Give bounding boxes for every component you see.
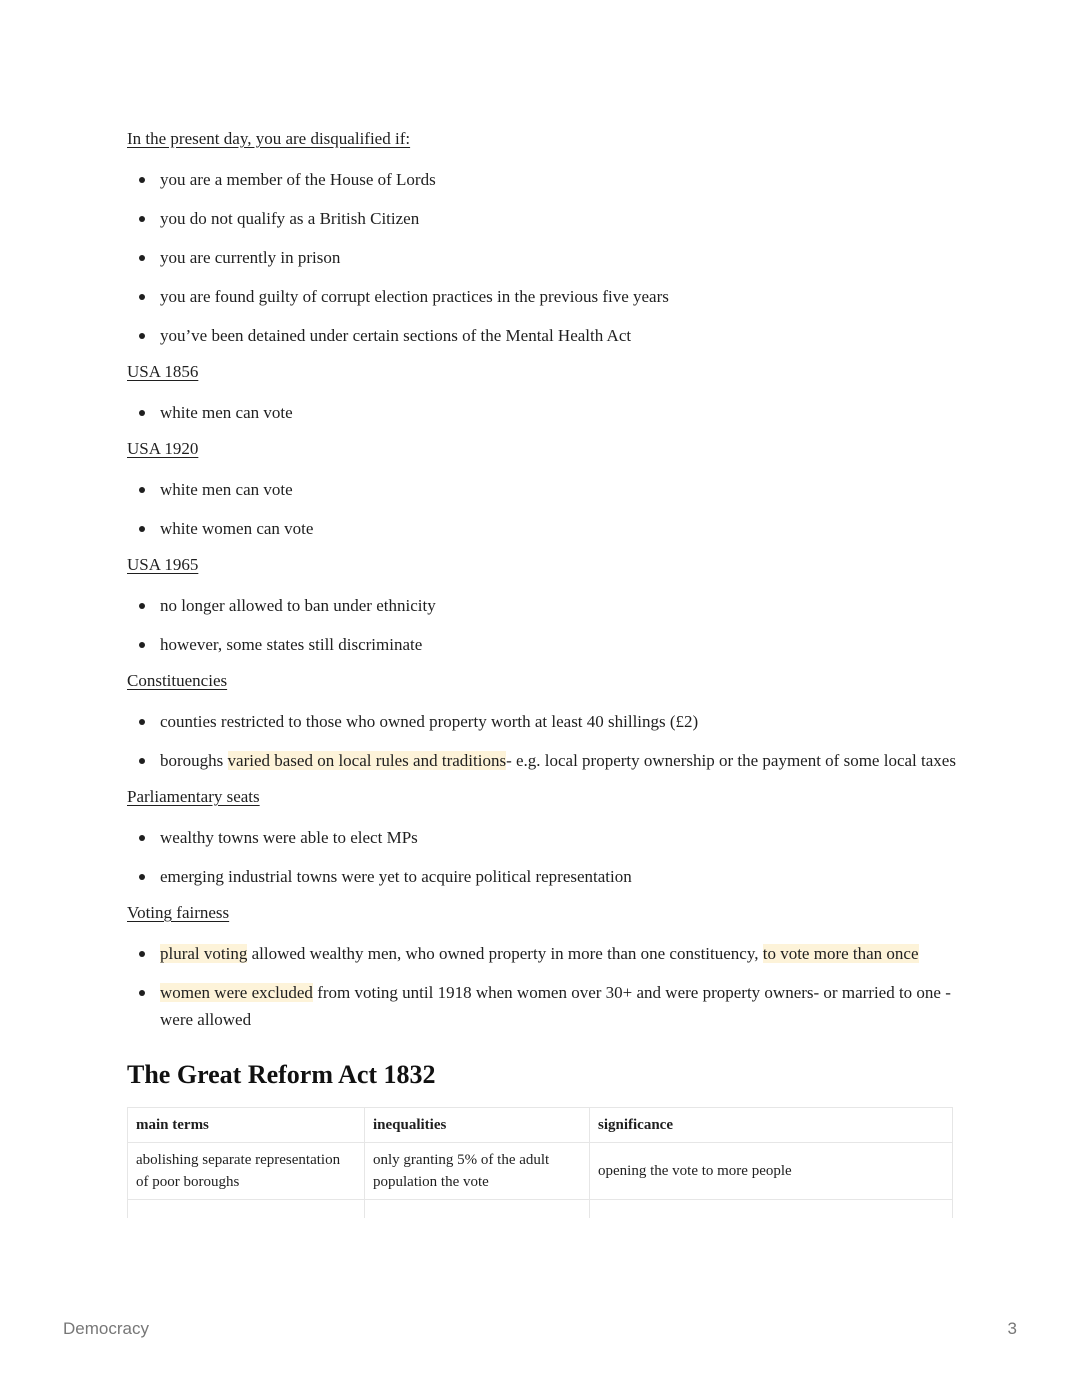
table-cell: only granting 5% of the adult population the vote bbox=[365, 1143, 590, 1200]
list-item: you are found guilty of corrupt election practices in the previous five years bbox=[160, 283, 957, 310]
list-item: white men can vote bbox=[160, 476, 957, 503]
list-item: emerging industrial towns were yet to acquire political representation bbox=[160, 863, 957, 890]
item-text: from voting until 1918 when women over 30+ and were property owners- or married to one -were allowed bbox=[160, 983, 951, 1029]
highlighted-text: to vote more than once bbox=[762, 944, 919, 963]
list-item: you do not qualify as a British Citizen bbox=[160, 205, 957, 232]
section-heading-usa-1856: USA 1856 bbox=[127, 362, 199, 381]
table-header-row bbox=[128, 1108, 953, 1143]
list-item bbox=[160, 940, 957, 967]
list-item: you are a member of the House of Lords bbox=[160, 166, 957, 193]
reform-act-table bbox=[127, 1107, 953, 1218]
section-heading-usa-1920: USA 1920 bbox=[127, 439, 199, 458]
section-heading-constituencies: Constituencies bbox=[127, 671, 228, 690]
disqualified-list bbox=[127, 166, 957, 349]
list-item: counties restricted to those who owned property worth at least 40 shillings (£2) bbox=[160, 708, 957, 735]
highlighted-text: varied based on local rules and traditions bbox=[227, 751, 507, 770]
section-heading-parliamentary-seats: Parliamentary seats bbox=[127, 787, 260, 806]
item-text: - e.g. local property ownership or the payment of some local taxes bbox=[506, 751, 956, 770]
parliamentary-seats-list bbox=[127, 824, 957, 890]
footer-page-number: 3 bbox=[1007, 1319, 1017, 1338]
constituencies-list bbox=[127, 708, 957, 774]
list-item: you are currently in prison bbox=[160, 244, 957, 271]
table-cell bbox=[590, 1200, 953, 1219]
table-cell bbox=[128, 1200, 365, 1219]
list-item: no longer allowed to ban under ethnicity bbox=[160, 592, 957, 619]
list-item bbox=[160, 747, 957, 774]
section-heading-usa-1965: USA 1965 bbox=[127, 555, 199, 574]
column-header: main terms bbox=[128, 1108, 365, 1143]
list-item: wealthy towns were able to elect MPs bbox=[160, 824, 957, 851]
table-row-empty bbox=[128, 1200, 953, 1219]
table-cell bbox=[365, 1200, 590, 1219]
usa-1920-list bbox=[127, 476, 957, 542]
table-cell: opening the vote to more people bbox=[590, 1143, 953, 1200]
section-heading-disqualified: In the present day, you are disqualified if: bbox=[127, 129, 411, 148]
column-header: inequalities bbox=[365, 1108, 590, 1143]
highlighted-text: plural voting bbox=[160, 944, 248, 963]
usa-1965-list bbox=[127, 592, 957, 658]
voting-fairness-list bbox=[127, 940, 957, 1033]
list-item: white men can vote bbox=[160, 399, 957, 426]
footer-document-label: Democracy bbox=[63, 1319, 149, 1338]
column-header: significance bbox=[590, 1108, 953, 1143]
list-item: you’ve been detained under certain sections of the Mental Health Act bbox=[160, 322, 957, 349]
usa-1856-list bbox=[127, 399, 957, 426]
item-text: allowed wealthy men, who owned property in more than one constituency, bbox=[247, 944, 763, 963]
list-item bbox=[160, 979, 957, 1033]
act-title: The Great Reform Act 1832 bbox=[127, 1060, 436, 1089]
list-item: white women can vote bbox=[160, 515, 957, 542]
page-content bbox=[127, 128, 957, 1218]
section-heading-voting-fairness: Voting fairness bbox=[127, 903, 230, 922]
table-row bbox=[128, 1143, 953, 1200]
list-item: however, some states still discriminate bbox=[160, 631, 957, 658]
table-cell: abolishing separate representation of poor boroughs bbox=[128, 1143, 365, 1200]
highlighted-text: women were excluded bbox=[160, 983, 313, 1002]
item-text: boroughs bbox=[160, 751, 228, 770]
